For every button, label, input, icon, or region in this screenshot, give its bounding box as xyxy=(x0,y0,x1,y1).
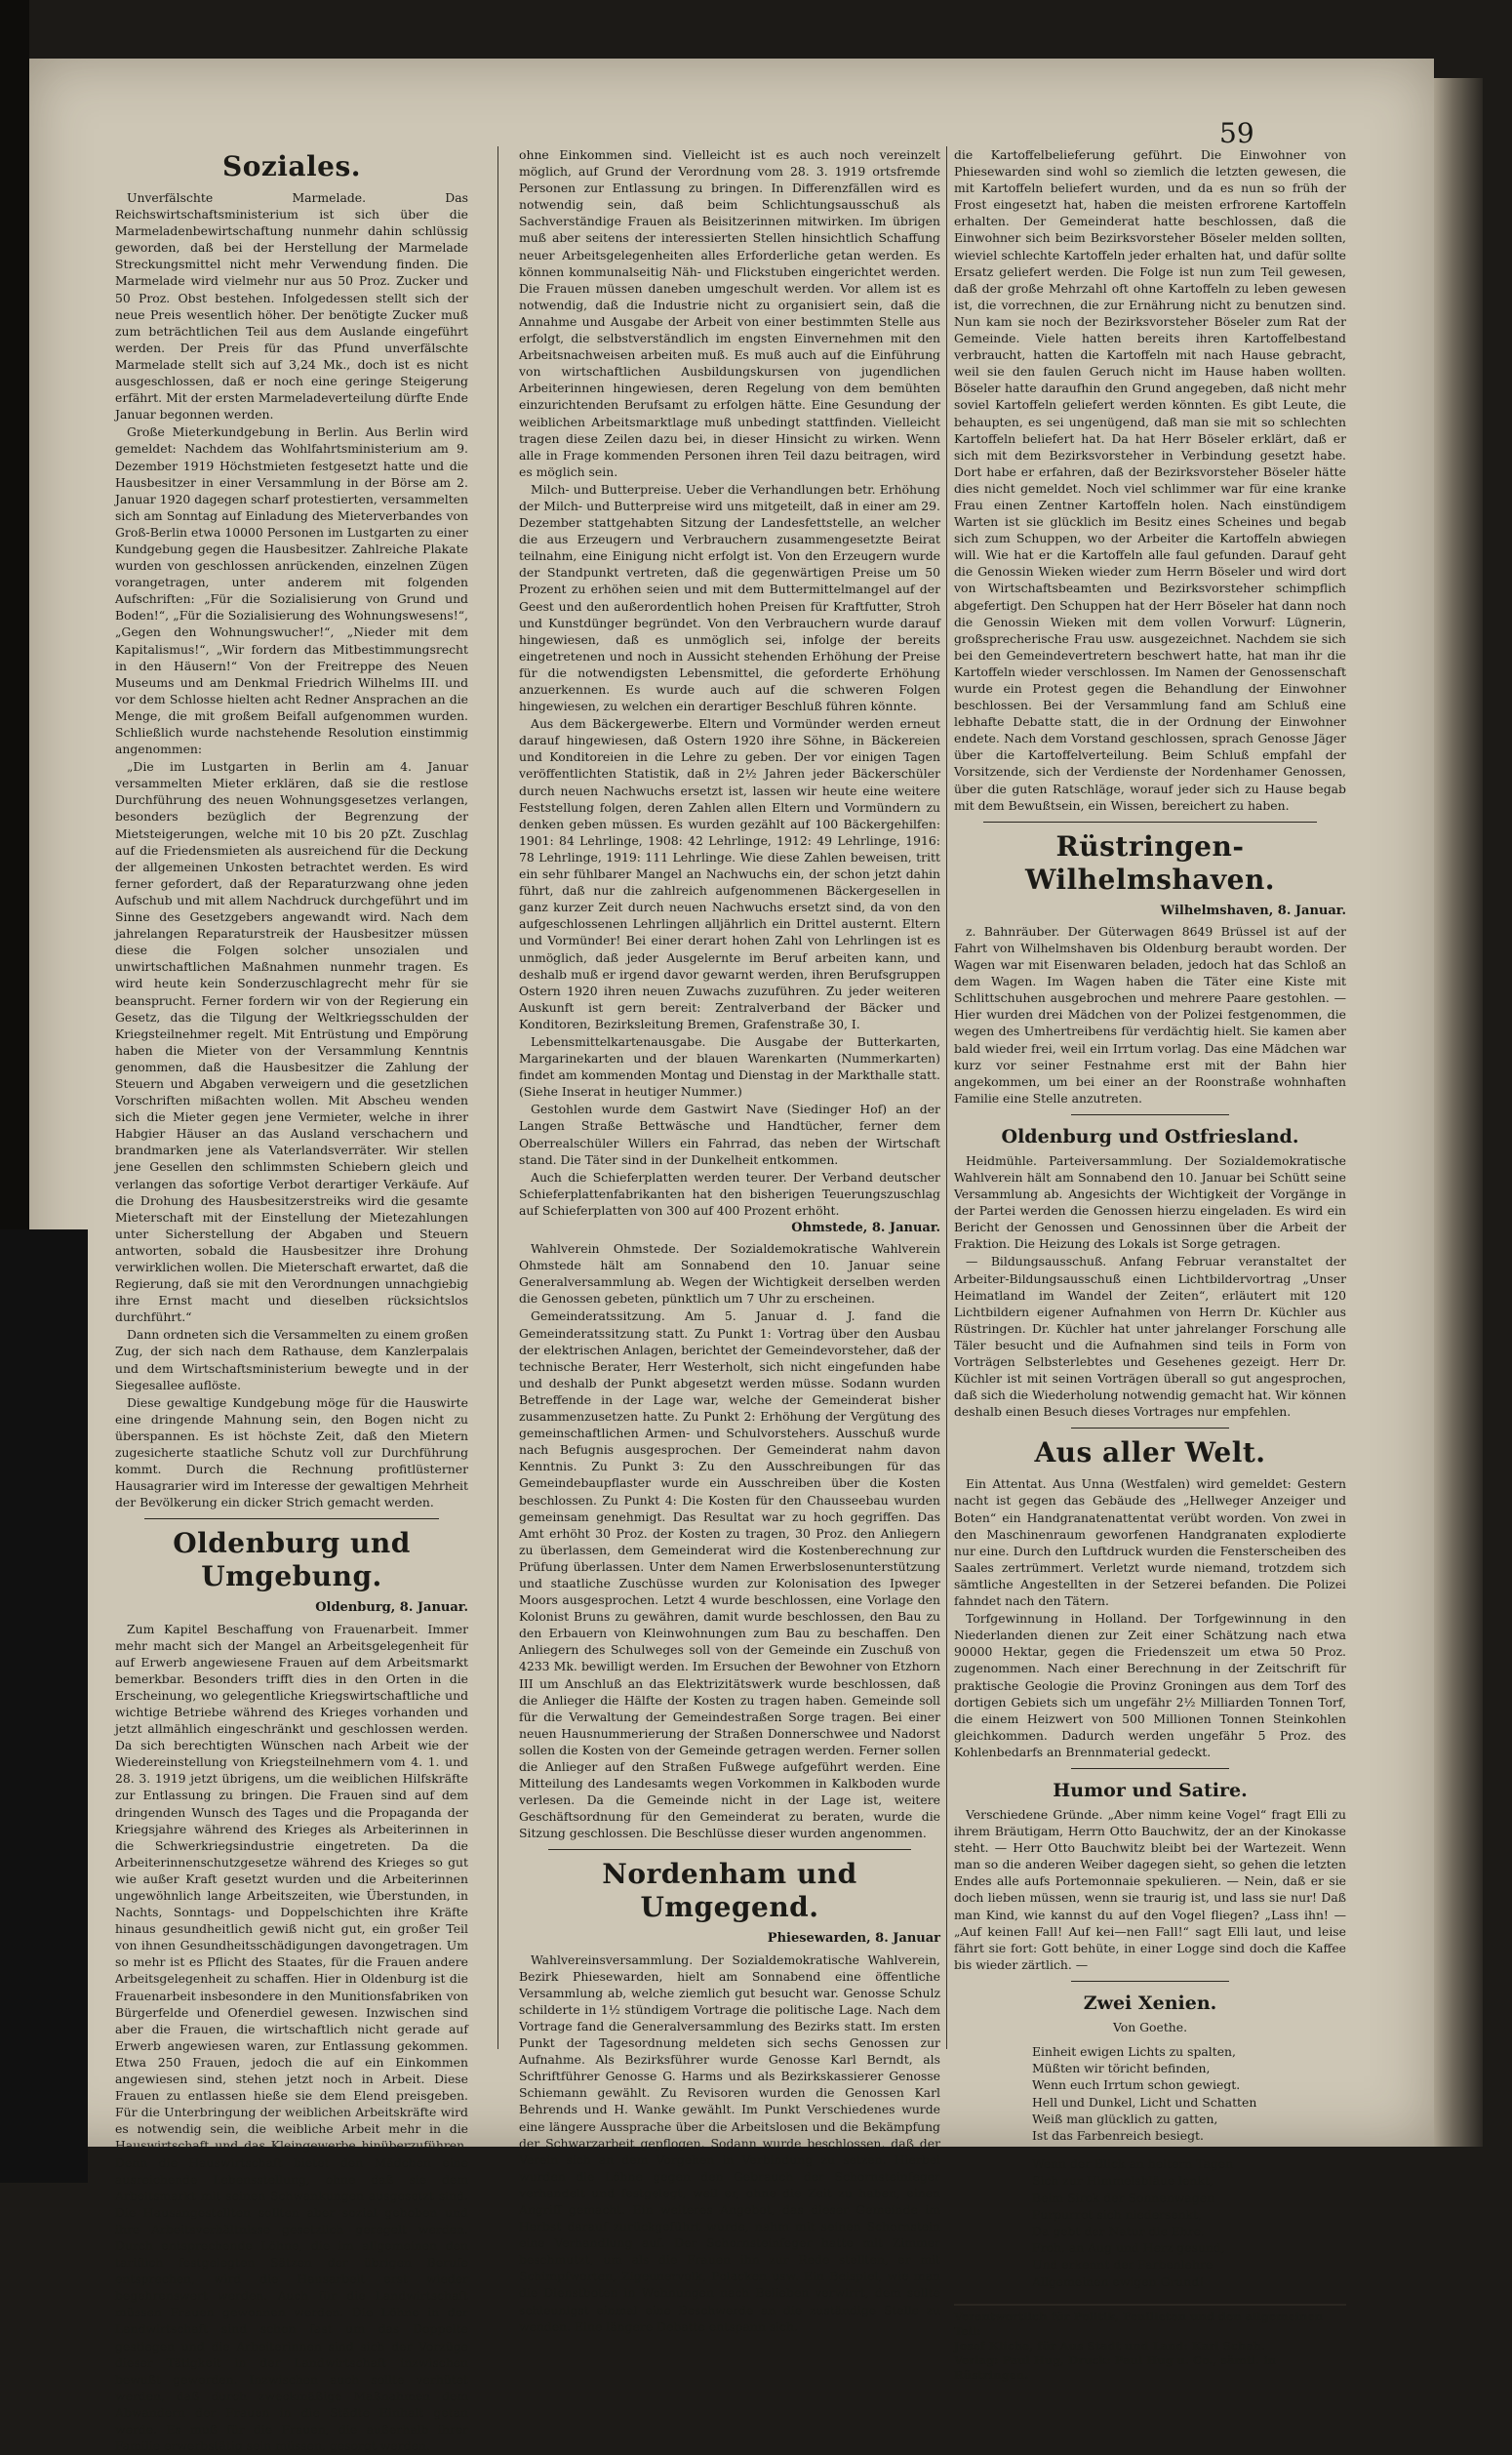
section-heading-aus-aller-welt: Aus aller Welt. xyxy=(1034,1436,1266,1469)
article-torfgewinnung: Torfgewinnung in Holland. Der Torfgewinnung in den Niederlanden dienen zur Zeit einer Schätzung nach etwa 90000 Hektar, gegen die Friedenszeit um etwa 50 Proz. zugenommen. Nach einer Berechnung in der Zeitschrift für praktische Geologie die Provinz Groningen aus dem Torf des dortigen Gebiets sich um ungefähr 2½ Milliarden Tonnen Torf, die einem Heizwert von 500 Millionen Tonnen Steinkohlen gleichkommen. Dadurch werden ungefähr 5 Proz. des Kohlenbedarfs an Brennmaterial gedeckt. xyxy=(954,1611,1346,1759)
section-heading-nordenham: Nordenham und Umgegend. xyxy=(602,1858,857,1924)
article-gemeinderatssitzung: Gemeinderatssitzung. Am 5. Januar d. J. fand die Gemeinderatssitzung statt. Zu Punkt 1: Vortrag über den Ausbau der elektrischen Anlagen, berichtet der Gemeindevorsteher, daß der technische Berater, Herr Westerholt, sich nicht eingefunden habe und deshalb der Punkt abgesetzt werden müsse. Sodann wurden Betreffende in der Lage war, welche der Gemeinderat bisher zusammenzusetzen hatte. Zu Punkt 2: Erhöhung der Vergütung des gemeinschaftlichen Armen- und Schulvorstehers. Ausschuß wurde nach Befugnis ausgesprochen. Der Gemeinderat nahm davon Kenntnis. Zu Punkt 3: Zu den Ausschreibungen für das Gemeindebaupflaster wurde ein Ausschreiben über die Kosten beschlossen. Zu Punkt 4: Die Kosten für den Chausseebau wurden gemeinsam genehmigt. Das Resultat war zu hoch gegriffen. Das Amt erhöht 30 Proz. der Kosten zu tragen, 30 Proz. den Anliegern zu überlassen, dem Gemeinderat wird die Kostenberechnung zur Prüfung überlassen. Unter dem Namen Erwerbslosenunterstützung und staatliche Zuschüsse wurden zur Kolonisation des Ipweger Moors ausgesprochen. Letzt 4 wurde beschlossen, eine Vorlage den Kolonist Bruns zu gewähren, damit wurde beschlossen, den Bau zu den Erbauern von Kleinwohnungen zum Bau zu beschaffen. Den Anliegern des Schulweges soll von der Gemeinde ein Zuschuß von 4233 Mk. bewilligt werden. Im Ersuchen der Bewohner von Etzhorn III um Anschluß an das Elektrizitätswerk wurde beschlossen, daß die Anlieger die Hälfte der Kosten zu tragen haben. Gemeinde soll für die Verwaltung der Gemeindestraßen Sorge tragen. Bei einer neuen Hausnummerierung der Straßen Donnerschwee und Nadorst sollen die Kosten von der Gemeinde getragen werden. Ferner sollen die Anlieger auf den Straßen Fußwege aufgeführt werden. Eine Mitteilung des Landesamts wegen Vorkommen in Kalkboden wurde verlesen. Da die Gemeinde nicht in der Lage ist, weitere Geschäftsordnung für den Gemeinderat zu beraten, wurde die Sitzung geschlossen. Die Beschlüsse dieser wurden angenommen. xyxy=(519,1308,940,1841)
column-rule xyxy=(946,146,947,2049)
article-parteiversammlung: Heidmühle. Parteiversammlung. Der Sozialdemokratische Wahlverein hält am Sonnabend den 10. Januar bei Schütt seine Versammlung ab. Angesichts der Wichtigkeit der Vorgänge in der Partei werden die Genossen hierzu eingeladen. Es wird ein Bericht der Genossen und Genossinnen über die Arbeit der Fraktion. Die Heizung des Lokals ist Sorge getragen. xyxy=(954,1152,1346,1252)
article-lebensmittelkarten: Lebensmittelkartenausgabe. Die Ausgabe der Butterkarten, Margarinekarten und der blauen Warenkarten (Nummerkarten) findet am kommenden Montag und Dienstag in der Markthalle statt. (Siehe Inserat in heutiger Nummer.) xyxy=(519,1033,940,1100)
dateline: Phiesewarden, 8. Januar xyxy=(767,1931,940,1947)
section-divider xyxy=(548,1849,911,1850)
article-continuation: die Kartoffelbelieferung geführt. Die Einwohner von Phiesewarden sind wohl so ziemlich die letzten gewesen, die mit Kartoffeln beliefert wurden, und da es nun so früh der Frost eingesetzt hat, haben die meisten erfrorene Kartoffeln erhalten. Der Gemeinderat hatte beschlossen, daß die Einwohner sich beim Bezirksvorsteher Böseler melden sollten, wieviel schlechte Kartoffeln jeder erhalten hat, und dafür sollte Ersatz geliefert werden. Die Folge ist nun zum Teil gewesen, daß der große Mehrzahl oft ohne Kartoffeln zu leben gewesen ist, die vorrechnen, die zur Ernährung nicht zu benutzen sind. Nun kam sie noch der Bezirksvorsteher Böseler zum Rat der Gemeinde. Viele hatten bereits ihren Kartoffelbestand verbraucht, hatten die Kartoffeln mit nach Hause gebracht, weil sie den faulen Geruch nicht im Hause haben wollten. Böseler hatte daraufhin den Grund angegeben, daß nicht mehr soviel Kartoffeln geliefert werden könnten. Es gibt Leute, die behaupten, es sei ungenügend, daß man sie mit so schlechten Kartoffeln beliefert hat. Da hat Herr Böseler erklärt, daß er sich mit dem Bezirksvorsteher in Verbindung gesetzt habe. Dort habe er erfahren, daß der Bezirksvorsteher Böseler hätte dies nicht gemeldet. Noch viel schlimmer war für eine kranke Frau einen Zentner Kartoffeln holen. Nach einstündigem Warten ist sie glücklich im Besitz eines Scheines und begab sich zum Schuppen, wo der Arbeiter die Kartoffeln abwiegen will. Wie hat er die Kartoffeln alle faul gefunden. Darauf geht die Genossin Wieken wieder zum Herrn Böseler und wird dort von Wirtschaftsbeamten und Bezirksvorsteher schimpflich abgefertigt. Den Schuppen hat der Herr Böseler hat dann noch die Genossin Wieken mit dem vollen Vorwurf: Lügnerin, großsprecherische Frau usw. ausgezeichnet. Nachdem sie sich bei den Gemeindevertretern beschwert hatte, hat man ihr die Kartoffeln wieder verschlossen. Im Namen der Genossenschaft wurde ein Protest gegen die Behandlung der Einwohner beschlossen. Bei der Versammlung fand am Schluß eine lebhafte Debatte statt, die in der Ordnung der Einwohner endete. Nach dem Vorstand geschlossen, sprach Genosse Jäger über die Kartoffelverteilung. Beim Schluß empfahl der Vorsitzende, sich der Verdienste der Nordenhamer Genossen, über die guten Ratschläge, worauf jeder sich zu Hause begab mit dem Bewußtsein, ein Wissen, bereichert zu haben. xyxy=(954,147,1346,813)
article-schieferplatten: Auch die Schieferplatten werden teurer. Der Verband deutscher Schieferplattenfabrikanten hat den bisherigen Teuerungszuschlag auf Schieferplatten von 300 auf 400 Prozent erhöht. xyxy=(519,1169,940,1218)
section-heading-soziales: Soziales. xyxy=(221,150,362,182)
poem-line: Wenn euch Irrtum schon gewiegt. xyxy=(1032,2077,1241,2093)
imprint-line: Verlag: Paul Hug, Druck: Paul Hug u. Co., sämtl. in Rüstringen. xyxy=(954,2353,1277,2382)
imprint-line: Josef Kliche, für Aus Stadt und Land: Karl Schab. xyxy=(954,2338,1265,2353)
column-2 xyxy=(519,146,940,2336)
article-baeckergewerbe: Aus dem Bäckergewerbe. Eltern und Vormünder werden erneut darauf hingewiesen, daß Ostern 1920 ihre Söhne, in Bäckereien und Konditoreien in die Lehre zu geben. Der vor einigen Tagen veröffentlichten Statistik, daß in 2½ Jahren jeder Bäckerschüler durch neuen Nachwuchs ersetzt ist, lassen wir heute eine weitere Feststellung folgen, deren Zahlen allen Eltern und Vormündern zu denken geben müssen. Es wurden gezählt auf 100 Bäckergehilfen: 1901: 84 Lehrlinge, 1908: 42 Lehrlinge, 1912: 49 Lehrlinge, 1916: 78 Lehrlinge, 1919: 111 Lehrlinge. Wie diese Zahlen beweisen, tritt ein sehr fühlbarer Mangel an Nachwuchs ein, der schon jetzt dahin führt, daß nur die zahlreich aufgenommenen Bäckergesellen in ganz kurzer Zeit durch neuen Nachwuchs ersetzt sind, da von den aufgeschlossenen Lehrlingen alljährlich ein Drittel austernt. Eltern und Vormünder! Bei einer derart hohen Zahl von Lehrlingen ist es unmöglich, daß jeder Ausgelernte im Beruf arbeiten kann, und deshalb muß er irgend davor gewarnt werden, ihren Berufsgruppen Ostern 1920 ihren neuen Zuwachs zuzuführen. Zu jeder weiteren Auskunft ist gern bereit: Zentralverband der Bäcker und Konditoren, Bezirksleitung Bremen, Grafenstraße 30, I. xyxy=(519,716,940,1031)
poem-author: Von Goethe. xyxy=(1112,2019,1188,2034)
article-mieterkundgebung: Große Mieterkundgebung in Berlin. Aus Berlin wird gemeldet: Nachdem das Wohlfahrtsministerium am 9. Dezember 1919 Höchstmieten festgesetzt hatte und die Hausbesitzer in einer Versammlung in der Börse am 2. Januar 1920 dagegen scharf protestierten, versammelten sich am Sonntag auf Einladung des Mieterverbandes von Groß-Berlin etwa 10000 Personen im Lustgarten zu einer Kundgebung gegen die Hausbesitzer. Zahlreiche Plakate wurden von geschlossen anrückenden, einzelnen Zügen vorangetragen, unter anderem mit folgenden Aufschriften: „Für die Sozialisierung von Grund und Boden!“, „Für die Sozialisierung des Wohnungswesens!“, „Gegen den Wohnungswucher!“, „Nieder mit dem Kapitalismus!“, „Wir fordern das Mitbestimmungsrecht in den Häusern!“ Von der Freitreppe des Neuen Museums und am Denkmal Friedrich Wilhelms III. und vor dem Schlosse hielten acht Redner Ansprachen an die Menge, die mit großem Beifall aufgenommen wurden. Schließlich wurde nachstehende Resolution einstimmig angenommen: xyxy=(115,424,468,757)
article-paragraph: Dann ordneten sich die Versammelten zu einem großen Zug, der sich nach dem Rathause, dem Kanzlerpalais und dem Wirtschaftsministerium bewegte und in der Siegesallee auflöste. xyxy=(115,1327,468,1392)
imprint xyxy=(954,2304,1346,2383)
poem-line: Einheit ewigen Lichts zu spalten, xyxy=(1032,2044,1236,2059)
poem-line: Hell und Dunkel, Licht und Schatten xyxy=(1032,2094,1257,2110)
section-heading-ostfriesland: Oldenburg und Ostfriesland. xyxy=(1001,1125,1299,1147)
stacked-pages-edge xyxy=(1434,78,1483,2147)
article-bahnraeuber: z. Bahnräuber. Der Güterwagen 8649 Brüssel ist auf der Fahrt von Wilhelmshaven bis Oldenburg beraubt worden. Der Wagen war mit Eisenwaren beladen, jedoch hat das Schloß an dem Wagen. Im Wagen haben die Täter eine Kiste mit Schlittschuhen ausgebrochen und mehrere Paare gestohlen. — Hier wurden drei Mädchen von der Polizei festgenommen, die wegen des Umhertreibens für verdächtig hielt. Sie kamen aber bald wieder frei, weil ein Irrtum vorlag. Das eine Mädchen war kurz vor seiner Festnahme erst mit der Bahn hier angekommen, um bei einer an der Roonstraße wohnhaften Familie eine Stelle anzutreten. xyxy=(954,923,1346,1106)
article-continuation: ohne Einkommen sind. Vielleicht ist es auch noch vereinzelt möglich, auf Grund der Verordnung vom 28. 3. 1919 ortsfremde Personen zur Entlassung zu bringen. In Differenzfällen wird es notwendig sein, daß beim Schlichtungsausschuß als Sachverständige Frauen als Beisitzerinnen mitwirken. Im übrigen muß aber seitens der interessierten Stellen hinsichtlich Schaffung neuer Arbeitsgelegenheiten alles Erforderliche getan werden. Es können kommunalseitig Näh- und Flickstuben eingerichtet werden. Die Frauen müssen daneben umgeschult werden. Vor allem ist es notwendig, daß die Industrie nicht zu organisiert sein, daß die Annahme und Ausgabe der Arbeit von einer bestimmten Stelle aus erfolgt, die selbstverständlich im engsten Einvernehmen mit den Arbeitsnachweisen arbeiten muß. Es muß auch auf die Einführung von wirtschaftlichen Ausbildungskursen von jugendlichen Arbeiterinnen hingewiesen, deren Regelung von dem bemühten einzurichtenden Berufsamt zu erfolgen hätte. Eine Gesundung der weiblichen Arbeitsmarktlage muß unbedingt stattfinden. Vielleicht tragen diese Zeilen dazu bei, in dieser Hinsicht zu wirken. Wenn alle in Frage kommenden Personen ihren Teil dazu beitragen, wird es möglich sein. xyxy=(519,147,940,479)
poem-line: Da gebt der Natur die Ehre, xyxy=(1032,2224,1205,2239)
article-paragraph: Diese gewaltige Kundgebung möge für die Hauswirte eine dringende Mahnung sein, den Bogen nicht zu überspannen. Es ist höchste Zeit, daß den Mietern zugesicherte staatliche Schutz voll zur Durchführung kommt. Durch die Rechnung profitlüsterner Hausagrarier wird im Interesse der gewaltigen Mehrheit der Bevölkerung ein dicker Strich gemacht werden. xyxy=(115,1394,468,1510)
column-rule xyxy=(497,146,498,2049)
article-milchpreise: Milch- und Butterpreise. Ueber die Verhandlungen betr. Erhöhung der Milch- und Butterpreise wird uns mitgeteilt, daß in einer am 29. Dezember stattgehabten Sitzung der Landesfettstelle, an welcher die aus Erzeugern und Verbrauchern zusammengesetzte Beirat teilnahm, eine Einigung nicht erfolgt ist. Von den Erzeugern wurde der Standpunkt vertreten, daß die gegenwärtigen Preise um 50 Prozent zu erhöhen seien und mit dem Buttermittelmangel auf der Geest und den außerordentlich hohen Preisen für Kraftfutter, Stroh und Kunstdünger begründet. Von den Verbrauchern wurde darauf hingewiesen, daß es unmöglich sei, infolge der bereits eingetretenen und noch in Aussicht stehenden Erhöhung der Preise für die notwendigsten Lebensmittel, die geforderte Erhöhung anzuerkennen. Es wurde auch auf die schweren Folgen hingewiesen, zu welchen ein derartiger Beschluß führen könnte. xyxy=(519,481,940,714)
section-divider xyxy=(1071,1428,1229,1429)
section-heading-humor: Humor und Satire. xyxy=(1053,1779,1248,1801)
poem-line: Purpurrot sich niedersenkt, xyxy=(1032,2206,1203,2222)
section-divider xyxy=(1071,1114,1229,1115)
article-attentat: Ein Attentat. Aus Unna (Westfalen) wird gemeldet: Gestern nacht ist gegen das Gebäude des „Hellweger Anzeiger und Boten“ ein Handgranatenattentat verübt worden. Von zwei in den Maschinenraum geworfenen Handgranaten explodierte nur eine. Durch den Luftdruck wurden die Fensterscheiben des Saales zertrümmert. Verletzt wurde niemand, trotzdem sich sämtliche Angestellten in der Setzerei befanden. Die Polizei fahndet nach den Tätern. xyxy=(954,1476,1346,1609)
section-divider xyxy=(144,1518,439,1519)
article-wahlverein-ohmstede: Wahlverein Ohmstede. Der Sozialdemokratische Wahlverein Ohmstede hält am Sonnabend den 10. Januar seine Generalversammlung ab. Wegen der Wichtigkeit derselben werden die Genossen gebeten, pünktlich um 7 Uhr zu erscheinen. xyxy=(519,1241,940,1307)
poem-title: Zwei Xenien. xyxy=(1083,1992,1217,2014)
poem-stanza xyxy=(1032,2043,1346,2144)
article-marmelade: Unverfälschte Marmelade. Das Reichswirtschaftsministerium ist sich über die Marmeladenbewirtschaftung nunmehr dahin schlüssig geworden, daß bei der Herstellung der Marmelade Streckungsmittel nicht mehr Verwendung finden. Die Marmelade wird vielmehr nur aus 50 Proz. Zucker und 50 Proz. Obst bestehen. Infolgedessen stellt sich der neue Preis wesentlich höher. Der benötigte Zucker muß zum beträchtlichen Teil aus dem Auslande eingeführt werden. Der Preis für das Pfund unverfälschte Marmelade stellt sich auf 3,24 Mk., doch ist es nicht ausgeschlossen, daß er noch eine geringe Steigerung erfährt. Mit der ersten Marmeladeverteilung dürfte Ende Januar begonnen werden. xyxy=(115,190,468,423)
article-resolution: „Die im Lustgarten in Berlin am 4. Januar versammelten Mieter erklären, daß sie die restlose Durchführung des neuen Wohnungsgesetzes verlangen, besonders bezüglich der Begrenzung der Mietsteigerungen, welche mit 10 bis 20 pZt. Zuschlag auf die Friedensmieten als ausreichend für die Deckung der allgemeinen Unkosten betrachtet werden. Es wird ferner gefordert, daß der Reparaturzwang ohne jeden Aufschub und mit allem Nachdruck durchgeführt und im Sinne des Gesetzgebers angewandt wird. Nach dem jahrelangen Reparaturstreik der Hausbesitzer müssen diese die Folgen solcher unsozialen und unwirtschaftlichen Maßnahmen nunmehr tragen. Es wird heute kein Sonderzuschlagrecht mehr für sie beansprucht. Ferner fordern wir von der Regierung ein Gesetz, das die Tilgung der Weltkriegsschulden der Kriegsteilnehmer regelt. Mit Entrüstung und Empörung haben die Mieter von der Versammlung Kenntnis genommen, daß die Hausbesitzer die Zahlung der Steuern und Abgaben verweigern und die gesetzlichen Vorschriften mißachten wollen. Mit Abscheu wenden sich die Mieter gegen jene Vermieter, welche in ihrer Habgier Häuser an das Ausland verschachern und brandmarken jene als Vaterlandsverräter. Wir stellen jene Gesellen den schlimmsten Schiebern gleich und verlangen das sofortige Verbot derartiger Verkäufe. Auf die Drohung des Hausbesitzerstreiks wird die gesamte Mieterschaft mit der Einstellung der Mietezahlungen unter Sicherstellung der Abgaben und Steuern antworten, sobald die Hausbesitzer ihre Drohung verwirklichen wollen. Die Mieterschaft erwartet, daß die Regierung, daß sie mit den Verordnungen unnachgiebig ihre Ernst macht und dieselben rücksichtslos durchführt.“ xyxy=(115,759,468,1325)
poem-line: Ist das Farbenreich besiegt. xyxy=(1032,2128,1204,2144)
article-verschiedene-gruende: Verschiedene Gründe. „Aber nimm keine Vogel“ fragt Elli zu ihrem Bräutigam, Herrn Otto Bauchwitz, der an der Kinokasse steht. — Herr Otto Bauchwitz bleibt bei der Wartezeit. Wenn man so die anderen Weiber dagegen sieht, so gehen die letzten Endes alle aufs Portemonnaie spekulieren. — Nein, daß er sie doch lieben müssen, wenn sie traurig ist, und lass sie nur! Daß man Kind, wie kannst du auf den Vogel fliegen? „Lass ihn! — „Auf keinen Fall! Auf kei—nen Fall!“ sagt Elli laut, und leise fährt sie fort: Gott behüte, in einer Logge sind doch die Kaffee bis wieder zärtlich. — xyxy=(954,1806,1346,1972)
poem-line: Weiß man glücklich zu gatten, xyxy=(1032,2111,1218,2126)
poem-line: Müßten wir töricht befinden, xyxy=(1032,2061,1211,2076)
dateline: Wilhelmshaven, 8. Januar. xyxy=(1160,903,1346,918)
poem-line: Froh, an Aug und Herz gesund, xyxy=(1032,2240,1225,2256)
section-divider xyxy=(1071,1981,1229,1982)
poem-line: Beim Sirok der Sonnenwagen xyxy=(1032,2190,1214,2205)
article-bildungsausschuss: — Bildungsausschuß. Anfang Februar veranstaltet der Arbeiter-Bildungsausschuß einen Lichtbildervortrag „Unser Heimatland im Wandel der Zeiten“, erläutert mit 120 Lichtbildern eigener Aufnahmen von Herrn Dr. Küchler aus Rüstringen. Dr. Küchler hat unter jahrelanger Forschung alle Täler besucht und die Aufnahmen sind teils in Form von Vorträgen Selbsterlebtes und Gesehenes gezeigt. Herr Dr. Küchler ist mit seinen Vorträgen überall so gut angesprochen, daß sich die Wiederholung notwendig gemacht hat. Wir können deshalb einen Besuch dieses Vortrages nur empfehlen. xyxy=(954,1254,1346,1420)
section-divider xyxy=(1071,1768,1229,1769)
poem xyxy=(1032,2043,1346,2290)
column-3 xyxy=(954,146,1346,2383)
page-number: 59 xyxy=(1219,117,1254,149)
dateline: Ohmstede, 8. Januar. xyxy=(791,1221,940,1235)
section-divider xyxy=(983,822,1317,823)
poem-line: Und erkennt der Farbenlehre xyxy=(1032,2257,1214,2273)
poem-stanza xyxy=(1032,2155,1346,2290)
column-1 xyxy=(115,146,468,2455)
poem-line: Wenn der Blick an heitern Tagen xyxy=(1032,2156,1234,2172)
article-wahlvereinsversammlung: Wahlvereinsversammlung. Der Sozialdemokratische Wahlverein, Bezirk Phiesewarden, hielt am Sonnabend eine öffentliche Versammlung ab, welche ziemlich gut besucht war. Genosse Schulz schilderte in 1½ stündigem Vortrage die politische Lage. Nach dem Vortrage fand die Generalversammlung des Bezirks statt. Im ersten Punkt der Tagesordnung meldeten sich sechs Genossen zur Aufnahme. Als Bezirksführer wurde Genosse Karl Berndt, als Schriftführer Genosse G. Harms und als Bezirkskassierer Genosse Schiemann gewählt. Zu Revisoren wurden die Genossen Karl Behrends und H. Wanke gewählt. Im Punkt Verschiedenes wurde eine längere Aussprache über die Arbeitslosen und die Bekämpfung der Schwarzarbeit gepflogen. Sodann wurde beschlossen, daß der Verein sich an dem Vorgehen in Verbindung zu setzen. Hierbei wurden die Löhne gegen den Gebrauch der Schornsteinfeger verhandelt und festgelegt, weil er, ohne die Zeit zu haben, einen Angriff gemacht. Ein weiteres Angebot, das dieser Gemeinde im Herbst darauf zurückgeführt wurde, nahm mit seinen Schornstein eine Verhandlung auf. Der Schornsteinfeger hatte mit Zimmer beschmutzt, um als die Frauen ihn zur Rede stellten, er mit Schimpfworten, Zigeunervolk, Polacken usw. Ein Beispiel, wie man die Dienstboten in Wohnungen nach Belieben verwirrt, dem sollte schleunigst einmal eine Beschwerde an die zuständige Stelle zu wenden. Eine längere Debatte entspann sich. xyxy=(519,1952,940,2334)
article-frauenarbeit: Zum Kapitel Beschaffung von Frauenarbeit. Immer mehr macht sich der Mangel an Arbeitsgelegenheit für auf Erwerb angewiesene Frauen auf dem Arbeitsmarkt bemerkbar. Besonders trifft dies in den Orten in die Erscheinung, wo gelegentliche Kriegswirtschaftliche und wichtige Betriebe während des Krieges vorhanden und jetzt allmählich eingeschränkt und geschlossen werden. Da sich berechtigten Wünschen nach Arbeit wie der Wiedereinstellung von Kriegsteilnehmern vom 4. 1. und 28. 3. 1919 jetzt übrigens, um die weiblichen Hilfskräfte zur Entlassung zu bringen. Die Frauen sind auf dem dringenden Wunsch des Tages und die Propaganda der Kriegsjahre während des Krieges als Arbeiterinnen in die Schwerkriegsindustrie eingetreten. Da die Arbeiterinnenschutzgesetze während des Krieges so gut wie außer Kraft gesetzt wurden und die Arbeiterinnen ungewöhnlich lange Arbeitszeiten, wie Überstunden, in Nachts, Sonntags- und Doppelschichten ihre Kräfte hinaus gesundheitlich gewiß nicht gut, ein großer Teil von ihnen Gesundheitsschädigungen davongetragen. Um so mehr ist es Pflicht des Staates, für die Frauen andere Arbeitsgelegenheit zu schaffen. Hier in Oldenburg ist die Frauenarbeit insbesondere in den Munitionsfabriken von Bürgerfelde und Ofenerdiel gewesen. Inzwischen sind aber die Frauen, die wirtschaftlich nicht gerade auf Erwerb angewiesen waren, zur Entlassung gekommen. Etwa 250 Frauen, jedoch die auf ein Einkommen angewiesen sind, stehen jetzt noch in Arbeit. Diese Frauen zu entlassen hieße sie dem Elend preisgeben. Für die Unterbringung der weiblichen Arbeitskräfte wird es notwendig sein, die weibliche Arbeit mehr in die Hauswirtschaft und das Kleingewerbe hinüberzuführen. Denn die Hauswirtschaft bietet den Mädchen eine ausreichende Lebensstellung, ohne daß sie dem Arbeitsmarkt mit seinen Schwankungen ausgesetzt sind. Die Hausangestellten sollten aber sozial gehoben und ihre Arbeitsverhältnisse gesetzlich geregelt werden. Durch entsprechende Löhne, die im allgemeinen den tariflich festgelegten Sätzen der übrigen Berufe entsprechen, wird die Hausarbeit erst wieder begehrenswert werden. Auch für die Landwirtschaft müssen Frauen gewonnen werden. Die Löhne in der Landwirtschaft sind schon fast um das Doppelte gestiegen und die Arbeiterinnen sind sich der Vorzüge dieser Tätigkeit in der Landwirtschaft inzwischen bewußt geworden. Inzwischen auch sollte verhütet werden, daß durch zweckmäßige Maßnahmen dem Abwandern der Frauen in die Städte Einhalt getan werde. Es muß für die Frauen, die außerhalb ihrer Familie erwerbstätig sein müssen, gesorgt werden. xyxy=(115,1621,468,2454)
imprint-line: Verantwortlich für Politik, Feuilleton und den allgemeinen Teil: xyxy=(954,2309,1324,2338)
dateline: Oldenburg, 8. Januar. xyxy=(315,1600,468,1616)
article-gestohlen: Gestohlen wurde dem Gastwirt Nave (Siedinger Hof) an der Langen Straße Bettwäsche und Handtücher, ferner dem Oberrealschüler Willers ein Fahrrad, das neben der Wirtschaft stand. Die Täter sind in der Dunkelheit entkommen. xyxy=(519,1102,940,1167)
poem-line: Allgemeinen ewigen Grund! xyxy=(1032,2274,1205,2289)
section-heading-oldenburg: Oldenburg und Umgebung. xyxy=(173,1527,411,1593)
poem-line: Sich zur Himmelsbläue lenkt, xyxy=(1032,2173,1214,2189)
binding-shadow xyxy=(0,1229,88,2183)
section-heading-ruestringen: Rüstringen-Wilhelmshaven. xyxy=(1024,829,1276,896)
